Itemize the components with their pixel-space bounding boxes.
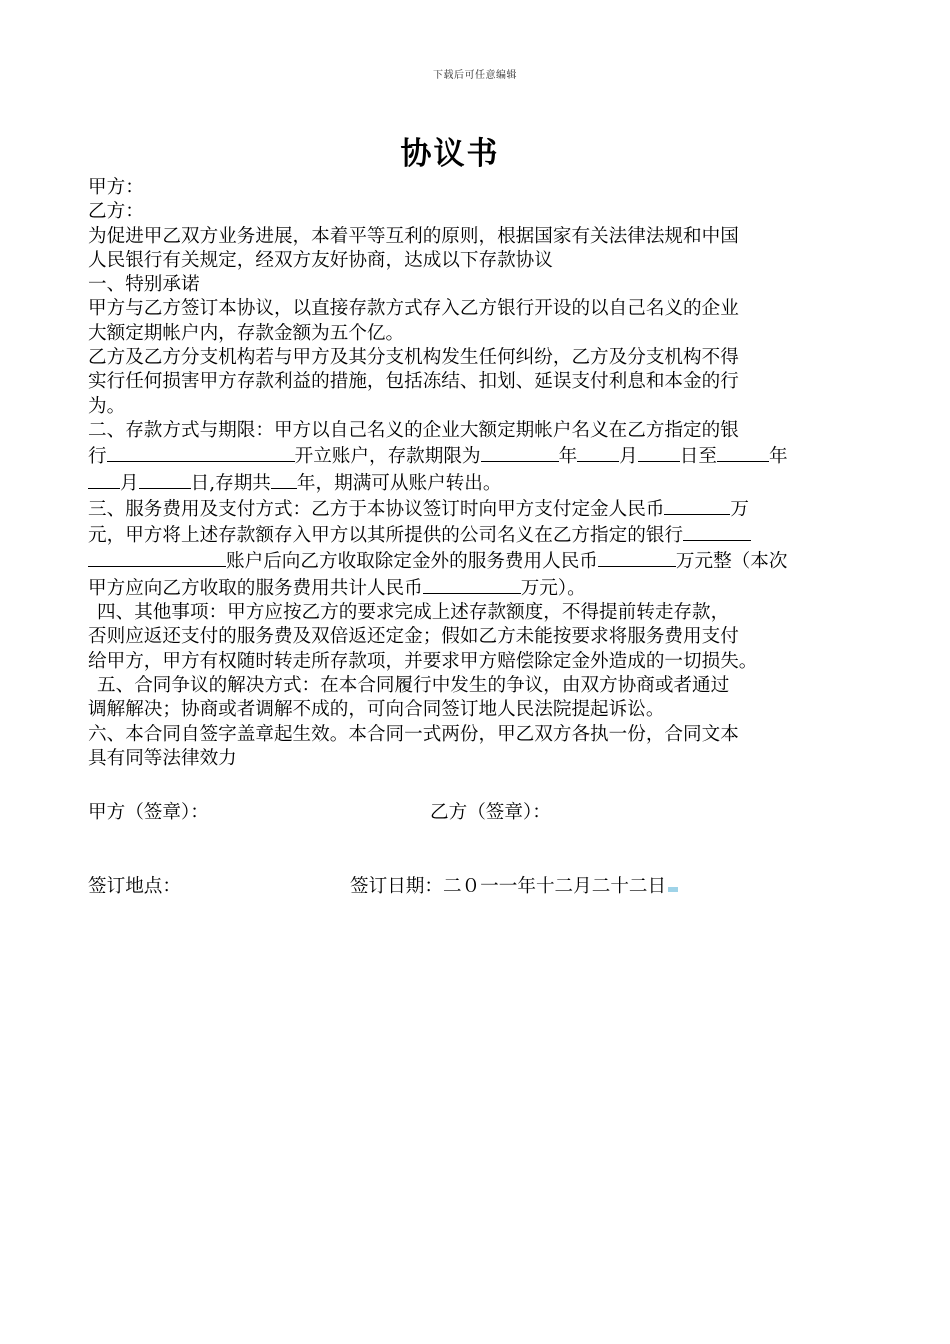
section-3-line bbox=[88, 548, 878, 574]
section-4-line: 四、其他事项：甲方应按乙方的要求完成上述存款额度，不得提前转走存款， bbox=[97, 602, 730, 624]
header-note: 下载后可任意编辑 bbox=[433, 70, 517, 81]
term-years-blank bbox=[271, 470, 297, 489]
party-a-line: 甲方： bbox=[88, 177, 144, 198]
agreement-body bbox=[88, 176, 878, 771]
section-1-line: 大额定期帐户内，存款金额为五个亿。 bbox=[88, 322, 405, 344]
section-1-line: 为。 bbox=[88, 395, 126, 417]
text-fragment: 月 bbox=[619, 446, 638, 468]
section-4-line: 给甲方，甲方有权随时转走所存款项，并要求甲方赔偿除定金外造成的一切损失。 bbox=[88, 650, 758, 672]
text-fragment: 账户后向乙方收取除定金外的服务费用人民币 bbox=[226, 551, 598, 573]
intro-line: 为促进甲乙双方业务进展，本着平等互利的原则，根据国家有关法律法规和中国 bbox=[88, 225, 739, 247]
text-fragment: 万元）。 bbox=[520, 577, 586, 599]
bank-name-blank bbox=[683, 522, 751, 541]
day-blank bbox=[139, 470, 191, 489]
section-1-line: 实行任何损害甲方存款利益的措施，包括冻结、扣划、延误支付利息和本金的行 bbox=[88, 371, 739, 393]
signing-date-wrap bbox=[350, 872, 678, 898]
section-2-line: 二、存款方式与期限：甲方以自己名义的企业大额定期帐户名义在乙方指定的银 bbox=[88, 419, 739, 441]
service-fee-blank bbox=[598, 548, 676, 567]
section-1-line: 甲方与乙方签订本协议，以直接存款方式存入乙方银行开设的以自己名义的企业 bbox=[88, 298, 739, 320]
signing-place: 签订地点： bbox=[88, 876, 181, 897]
party-b-signature: 乙方（签章）： bbox=[430, 802, 551, 823]
section-3-line bbox=[88, 522, 878, 548]
section-6-line: 具有同等法律效力 bbox=[88, 747, 237, 769]
total-fee-blank bbox=[423, 575, 521, 594]
bank-name-blank bbox=[107, 443, 295, 462]
text-fragment: 万 bbox=[730, 498, 750, 520]
text-fragment: 开立账户，存款期限为 bbox=[294, 446, 481, 468]
month-blank bbox=[577, 443, 619, 462]
text-fragment: 行 bbox=[88, 446, 107, 468]
text-fragment: 月 bbox=[120, 472, 139, 494]
signing-date: 签订日期：二０一一年十二月二十二日 bbox=[350, 876, 667, 897]
section-2-line bbox=[88, 470, 878, 496]
text-fragment: 甲方应向乙方收取的服务费用共计人民币 bbox=[88, 577, 423, 599]
section-3-line bbox=[88, 575, 878, 601]
text-fragment: 万元整（本次 bbox=[675, 551, 788, 573]
day-blank bbox=[638, 443, 680, 462]
text-fragment: 日至 bbox=[679, 446, 717, 468]
bank-name-blank-cont bbox=[88, 548, 226, 567]
section-1-title: 一、特别承诺 bbox=[88, 274, 200, 296]
section-2-line bbox=[88, 443, 878, 469]
text-fragment: 年 bbox=[768, 446, 788, 468]
party-b-line: 乙方： bbox=[88, 201, 144, 223]
text-fragment: 元，甲方将上述存款额存入甲方以其所提供的公司名义在乙方指定的银行 bbox=[88, 525, 684, 547]
section-3-line bbox=[88, 496, 878, 522]
signature-row bbox=[88, 798, 878, 822]
document-title: 协议书 bbox=[400, 136, 500, 172]
section-5-line: 调解解决；协商或者调解不成的，可向合同签订地人民法院提起诉讼。 bbox=[88, 699, 665, 721]
section-6-line: 六、本合同自签字盖章起生效。本合同一式两份，甲乙双方各执一份，合同文本 bbox=[88, 723, 739, 745]
section-1-line: 乙方及乙方分支机构若与甲方及其分支机构发生任何纠纷，乙方及分支机构不得 bbox=[88, 347, 739, 369]
section-5-line: 五、合同争议的解决方式：在本合同履行中发生的争议，由双方协商或者通过 bbox=[97, 674, 730, 696]
text-fragment: 年，期满可从账户转出。 bbox=[296, 472, 502, 494]
deposit-amount-blank bbox=[664, 496, 730, 515]
party-a-signature: 甲方（签章）： bbox=[88, 802, 209, 823]
text-fragment: 年 bbox=[558, 446, 578, 468]
year-blank bbox=[717, 443, 769, 462]
intro-line: 人民银行有关规定，经双方友好协商，达成以下存款协议 bbox=[88, 249, 553, 271]
signing-info-row bbox=[88, 872, 878, 896]
text-fragment: 三、服务费用及支付方式：乙方于本协议签订时向甲方支付定金人民币 bbox=[88, 498, 665, 520]
year-blank bbox=[481, 443, 559, 462]
month-blank bbox=[88, 470, 120, 489]
section-4-line: 否则应返还支付的服务费及双倍返还定金；假如乙方未能按要求将服务费用支付 bbox=[88, 626, 739, 648]
highlight-mark bbox=[668, 887, 678, 892]
text-fragment: 日,存期共 bbox=[190, 472, 271, 494]
